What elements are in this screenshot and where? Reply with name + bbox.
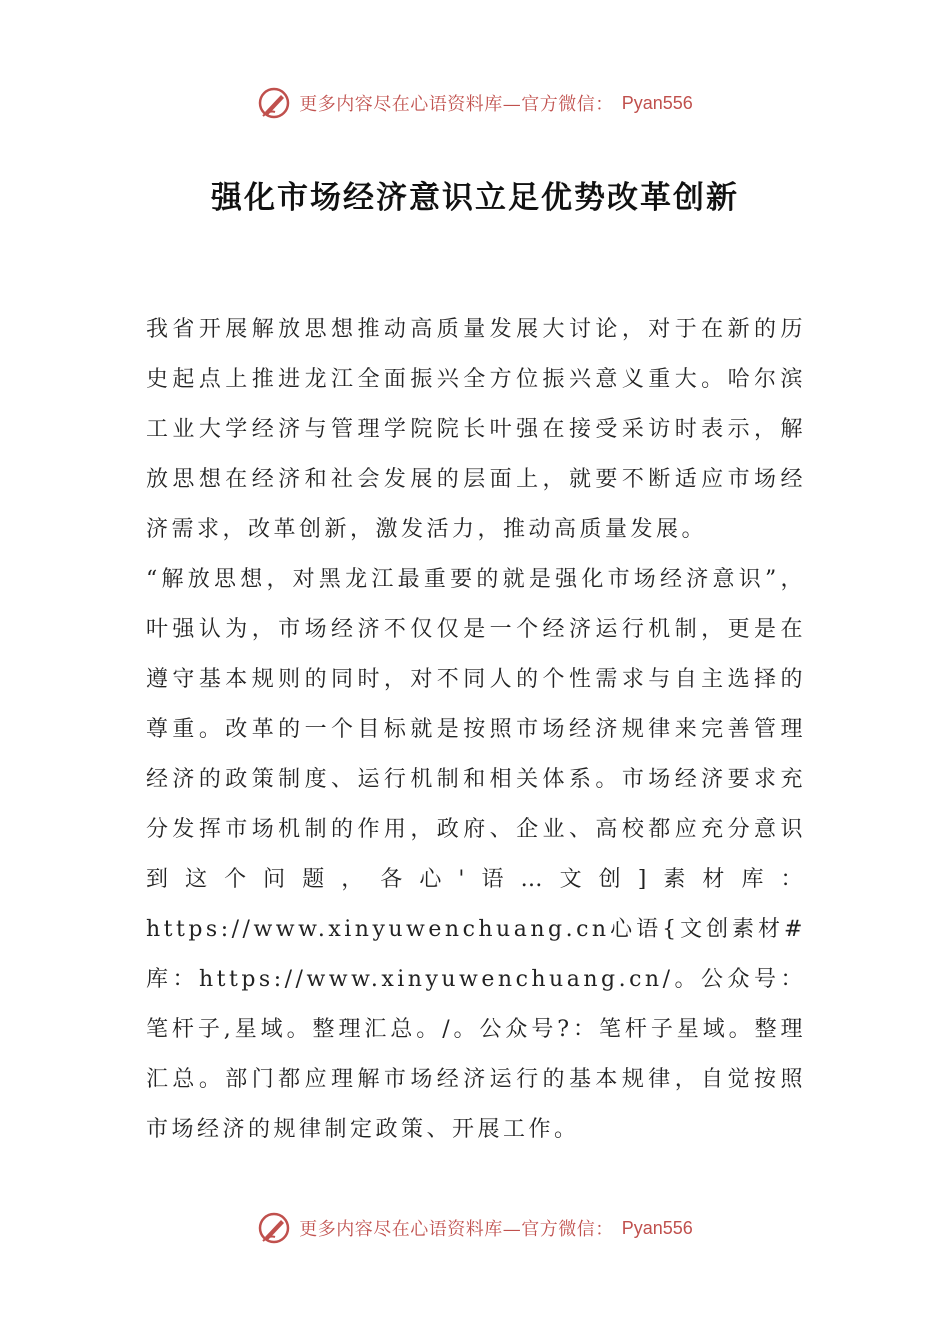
pen-logo-icon [257,1211,291,1245]
document-body [146,305,806,1155]
header-banner [0,86,950,120]
banner-text: 更多内容尽在心语资料库—官方微信： [299,1219,614,1240]
footer-banner [0,1211,950,1245]
document-title: 强化市场经济意识立足优势改革创新 [211,180,739,216]
paragraph-2: “解放思想，对黑龙江最重要的就是强化市场经济意识”，叶强认为，市场经济不仅仅是一个经济运行机制，更是在遵守基本规则的同时，对不同人的个性需求与自主选择的尊重。改革的一个目标就是按照市场经济规律来完善管理经济的政策制度、运行机制和相关体系。市场经济要求充分发挥市场机制的作用，政府、企业、高校都应充分意识到这个问题，各心'语…文创]素材库：https://www.xinyuwenchuang.cn心语{文创素材#库：https://www.xinyuwenchuang.cn/。公众号：笔杆子,星域。整理汇总。/。公众号?：笔杆子星域。整理汇总。部门都应理解市场经济运行的基本规律，自觉按照市场经济的规律制定政策、开展工作。 [146,567,806,1142]
banner-wechat-id: Pyan556 [621,1217,693,1238]
pen-logo-icon [257,86,291,120]
paragraph-1: 我省开展解放思想推动高质量发展大讨论，对于在新的历史起点上推进龙江全面振兴全方位振兴意义重大。哈尔滨工业大学经济与管理学院院长叶强在接受采访时表示，解放思想在经济和社会发展的层面上，就要不断适应市场经济需求，改革创新，激发活力，推动高质量发展。 [146,317,806,542]
banner-text: 更多内容尽在心语资料库—官方微信： [299,94,614,115]
banner-wechat-id: Pyan556 [621,92,693,113]
